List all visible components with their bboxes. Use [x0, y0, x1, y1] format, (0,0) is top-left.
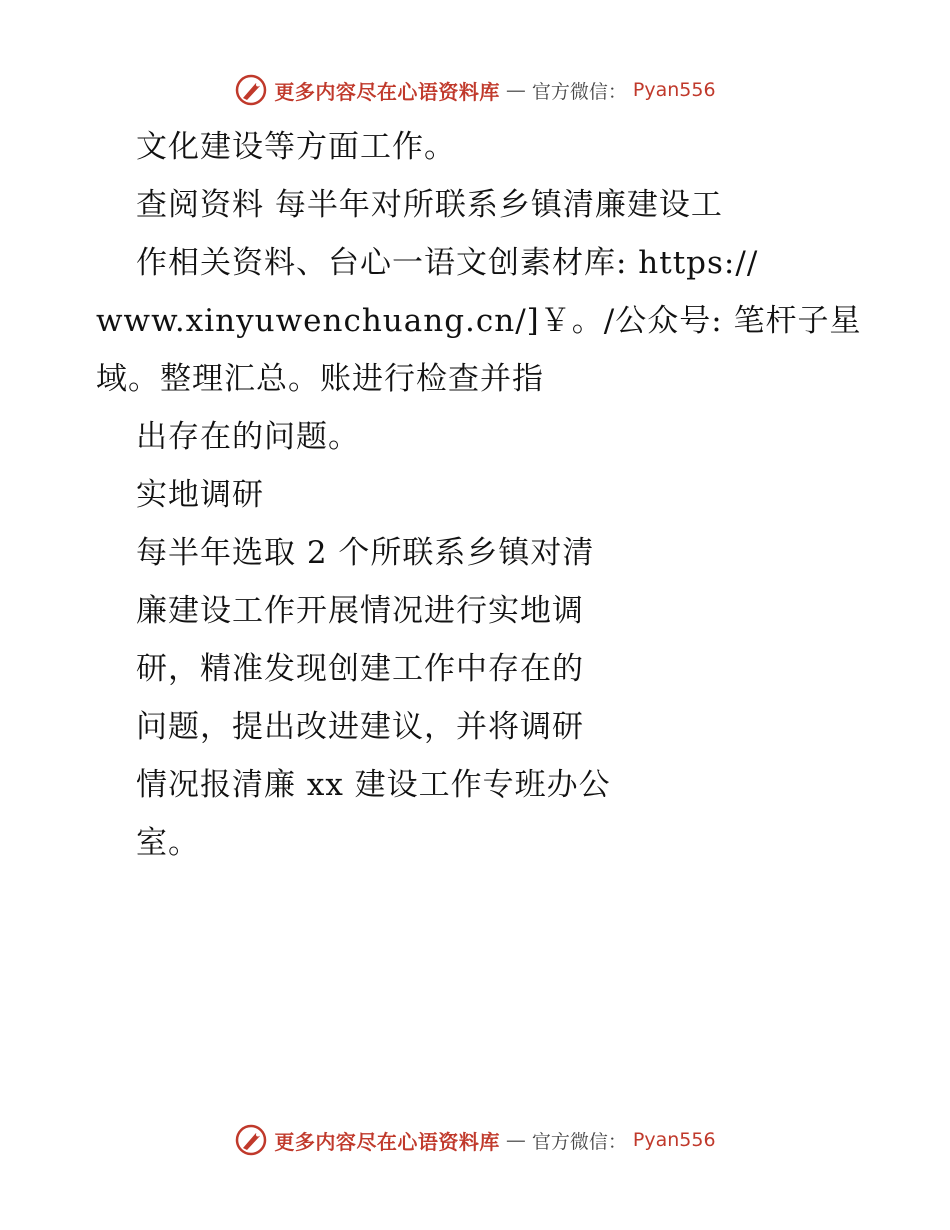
body-line: www.xinyuwenchuang.cn/]￥。/公众号: 笔杆子星 — [96, 303, 862, 339]
body-line: 每半年选取 2 个所联系乡镇对清 — [136, 535, 595, 571]
body-line: 查阅资料 每半年对所联系乡镇清廉建设工 — [136, 187, 723, 223]
body-line: 文化建设等方面工作。 — [136, 129, 456, 165]
body-line: 域。整理汇总。账进行检查并指 — [96, 361, 544, 397]
body-line: 实地调研 — [136, 477, 264, 513]
body-line: 作相关资料、台心一语文创素材库: https:// — [136, 245, 759, 281]
footer-separator: — — [505, 1128, 526, 1152]
footer-banner — [0, 1120, 950, 1160]
footer-wechat-id: Pyan556 — [632, 1129, 716, 1151]
header-brand-text: 更多内容尽在心语资料库 — [274, 79, 500, 104]
body-line: 情况报清廉 xx 建设工作专班办公 — [136, 767, 611, 803]
body-line: 出存在的问题。 — [136, 419, 360, 455]
header-banner — [0, 70, 950, 110]
body-line: 廉建设工作开展情况进行实地调 — [136, 593, 584, 629]
header-wechat-id: Pyan556 — [632, 79, 716, 101]
header-wechat-label: 官方微信： — [531, 80, 627, 103]
header-separator: — — [505, 78, 526, 102]
pen-logo-icon — [234, 73, 268, 107]
body-line: 研，精准发现创建工作中存在的 — [136, 651, 584, 687]
footer-brand-text: 更多内容尽在心语资料库 — [274, 1129, 500, 1154]
pen-logo-icon — [234, 1123, 268, 1157]
body-line: 室。 — [136, 825, 200, 861]
footer-wechat-label: 官方微信： — [531, 1130, 627, 1153]
document-body — [96, 118, 862, 872]
body-line: 问题，提出改进建议，并将调研 — [136, 709, 584, 745]
